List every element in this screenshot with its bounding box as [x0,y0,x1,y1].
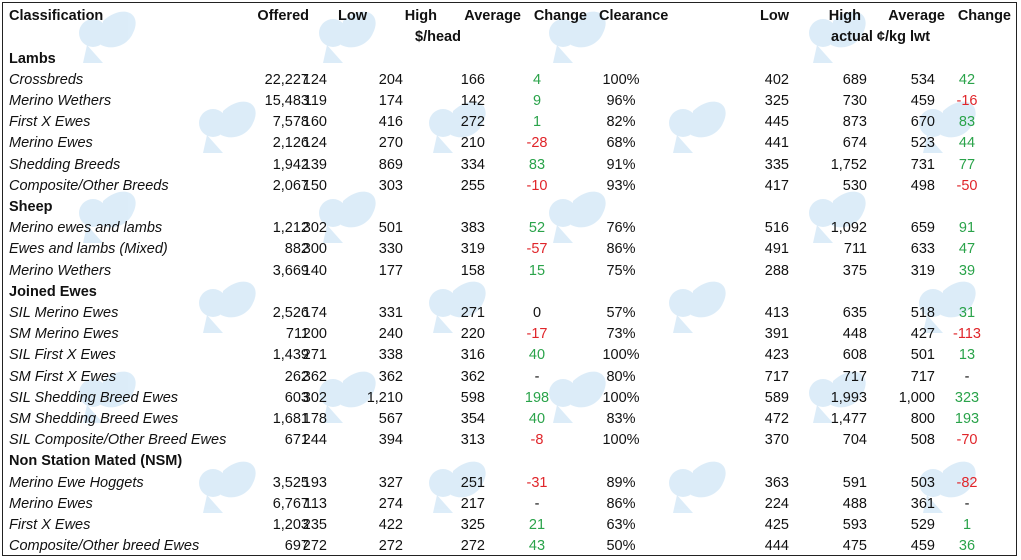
header-low-kg: Low [760,8,789,24]
row-classification: SM Merino Ewes [9,326,119,343]
cell-average-kg: 459 [910,92,935,109]
cell-average: 316 [460,347,485,364]
cell-low: 124 [302,135,327,152]
cell-change-kg: 36 [958,538,976,555]
table-row [3,303,1016,324]
cell-change: -10 [526,177,548,194]
cell-low-kg: 363 [764,474,789,491]
cell-average-kg: 427 [910,326,935,343]
unit-row [3,27,1016,48]
cell-average: 217 [460,495,485,512]
cell-low-kg: 441 [764,135,789,152]
cell-change: - [534,495,540,512]
cell-clearance: 100% [602,389,640,406]
cell-offered: 1,681 [272,410,309,427]
cell-change: - [534,368,540,385]
cell-clearance: 96% [606,92,636,109]
section-title: Lambs [9,50,56,67]
cell-change: -57 [526,241,548,258]
cell-low: 113 [303,495,327,512]
cell-high-kg: 704 [842,432,867,449]
cell-low: 300 [302,241,327,258]
cell-change: 52 [528,220,546,237]
cell-high: 204 [378,71,403,88]
cell-average: 142 [460,92,485,109]
cell-average-kg: 717 [910,368,935,385]
cell-clearance: 76% [606,220,636,237]
cell-change-kg: 193 [954,410,980,427]
cell-average-kg: 633 [910,241,935,258]
cell-change-kg: 13 [958,347,976,364]
cell-average: 166 [460,71,485,88]
cell-high-kg: 1,993 [830,389,867,406]
table-row [3,239,1016,260]
cell-low: 150 [302,177,327,194]
cell-high: 338 [378,347,403,364]
section-title: Sheep [9,198,53,215]
cell-low-kg: 445 [764,114,789,131]
table-row [3,176,1016,197]
cell-low: 124 [302,71,327,88]
cell-low-kg: 444 [764,538,789,555]
cell-average: 272 [460,114,485,131]
cell-high-kg: 530 [842,177,867,194]
cell-average-kg: 518 [910,304,935,321]
cell-average: 251 [460,474,485,491]
cell-high: 272 [378,538,403,555]
table-row [3,112,1016,133]
cell-average-kg: 498 [910,177,935,194]
table-row [3,133,1016,154]
cell-offered: 697 [284,538,309,555]
cell-high: 422 [378,516,403,533]
cell-change-kg: 39 [958,262,976,279]
cell-change-kg: - [964,495,970,512]
cell-low: 235 [302,516,327,533]
cell-high: 416 [378,114,403,131]
cell-low: 362 [302,368,327,385]
cell-average-kg: 503 [910,474,935,491]
cell-low-kg: 370 [764,432,789,449]
table-row [3,261,1016,282]
row-classification: Crossbreds [9,71,84,88]
cell-average-kg: 529 [910,516,935,533]
cell-change-kg: 83 [958,114,976,131]
cell-low: 119 [303,92,327,109]
section-header-row [3,49,1016,70]
cell-average: 354 [460,410,485,427]
cell-average-kg: 501 [910,347,935,364]
cell-low-kg: 491 [764,241,789,258]
cell-clearance: 89% [606,474,636,491]
cell-change: -17 [526,326,548,343]
row-classification: Merino Wethers [9,92,112,109]
section-header-row [3,197,1016,218]
unit-per-head: $/head [415,29,461,45]
row-classification: SIL Composite/Other Breed Ewes [9,432,227,449]
cell-offered: 6,767 [272,495,309,512]
table-row [3,388,1016,409]
cell-offered: 2,067 [272,177,309,194]
cell-high-kg: 730 [842,92,867,109]
cell-high-kg: 475 [842,538,867,555]
row-classification: Merino Wethers [9,262,112,279]
sale-report-table [2,2,1017,556]
unit-per-kg: actual ¢/kg lwt [831,29,931,45]
cell-change: 0 [532,304,542,321]
header-change: Change [533,8,587,24]
row-classification: Merino Ewes [9,495,93,512]
cell-change: 83 [528,156,546,173]
cell-average-kg: 459 [910,538,935,555]
cell-average: 255 [460,177,485,194]
cell-average: 319 [460,241,485,258]
cell-change: 21 [528,516,546,533]
cell-average-kg: 659 [910,220,935,237]
cell-change-kg: 323 [954,389,980,406]
section-header-row [3,451,1016,472]
table-row [3,324,1016,345]
cell-change-kg: -16 [956,92,978,109]
cell-low: 244 [302,432,327,449]
cell-high-kg: 717 [842,368,867,385]
table-row [3,430,1016,451]
cell-average-kg: 361 [910,495,935,512]
row-classification: SIL Merino Ewes [9,304,119,321]
cell-average: 158 [460,262,485,279]
table-row [3,155,1016,176]
cell-clearance: 68% [606,135,636,152]
cell-low: 193 [302,474,327,491]
cell-high-kg: 1,752 [830,156,867,173]
cell-low-kg: 288 [764,262,789,279]
row-classification: Merino ewes and lambs [9,220,163,237]
cell-low-kg: 425 [764,516,789,533]
cell-high: 327 [378,474,403,491]
cell-high: 394 [378,432,403,449]
cell-offered: 1,212 [272,220,309,237]
cell-low: 174 [302,304,327,321]
table-row [3,409,1016,430]
cell-change-kg: -113 [953,326,981,343]
cell-offered: 22,227 [264,71,309,88]
header-average-kg: Average [888,8,945,24]
cell-clearance: 100% [602,347,640,364]
cell-change: 198 [524,389,550,406]
row-classification: SIL Shedding Breed Ewes [9,389,179,406]
cell-average: 334 [460,156,485,173]
cell-clearance: 86% [606,241,636,258]
cell-change-kg: -82 [956,474,978,491]
cell-low-kg: 335 [764,156,789,173]
cell-high-kg: 591 [842,474,867,491]
cell-offered: 882 [284,241,309,258]
cell-clearance: 73% [606,326,636,343]
row-classification: SIL First X Ewes [9,347,116,364]
cell-high-kg: 711 [843,241,867,258]
section-title: Joined Ewes [9,283,97,300]
cell-high-kg: 608 [842,347,867,364]
table-row [3,536,1016,557]
header-average: Average [464,8,521,24]
cell-average: 210 [460,135,485,152]
cell-high: 567 [378,410,403,427]
cell-high-kg: 873 [842,114,867,131]
cell-high: 270 [378,135,403,152]
cell-average: 313 [460,432,485,449]
cell-high: 869 [378,156,403,173]
header-classification: Classification [9,8,104,24]
cell-average-kg: 534 [910,71,935,88]
cell-high-kg: 674 [842,135,867,152]
cell-clearance: 86% [606,495,636,512]
cell-high: 240 [378,326,403,343]
cell-offered: 671 [284,432,309,449]
cell-low: 272 [302,538,327,555]
cell-high: 174 [378,92,403,109]
table-row [3,70,1016,91]
cell-clearance: 57% [606,304,636,321]
cell-average-kg: 1,000 [898,389,935,406]
cell-clearance: 93% [606,177,636,194]
cell-low: 271 [302,347,327,364]
cell-average: 220 [460,326,485,343]
header-high-kg: High [828,8,861,24]
row-classification: Shedding Breeds [9,156,121,173]
cell-average: 271 [460,304,485,321]
cell-average: 362 [460,368,485,385]
cell-change-kg: 44 [958,135,976,152]
cell-clearance: 82% [606,114,636,131]
header-row [3,6,1016,27]
row-classification: Merino Ewe Hoggets [9,474,144,491]
cell-high-kg: 488 [842,495,867,512]
cell-low: 302 [302,220,327,237]
cell-average-kg: 670 [910,114,935,131]
cell-low: 302 [302,389,327,406]
cell-high: 362 [378,368,403,385]
cell-offered: 262 [284,368,309,385]
cell-low-kg: 417 [764,177,789,194]
cell-clearance: 100% [602,71,640,88]
cell-change-kg: 42 [958,71,976,88]
cell-low: 178 [302,410,327,427]
cell-change: -28 [526,135,548,152]
cell-low-kg: 423 [764,347,789,364]
cell-clearance: 91% [606,156,636,173]
cell-change-kg: - [964,368,970,385]
cell-offered: 2,126 [272,135,309,152]
section-header-row [3,282,1016,303]
cell-change: 43 [528,538,546,555]
header-high: High [404,8,437,24]
cell-high-kg: 448 [842,326,867,343]
cell-offered: 2,526 [272,304,309,321]
cell-clearance: 80% [606,368,636,385]
cell-low-kg: 413 [764,304,789,321]
row-classification: Merino Ewes [9,135,93,152]
cell-high-kg: 1,477 [830,410,867,427]
cell-low: 140 [302,262,327,279]
cell-high-kg: 689 [842,71,867,88]
cell-low-kg: 516 [764,220,789,237]
cell-high: 330 [378,241,403,258]
cell-average: 325 [460,516,485,533]
row-classification: SM First X Ewes [9,368,117,385]
cell-offered: 711 [285,326,309,343]
table-row [3,91,1016,112]
table-row [3,494,1016,515]
cell-change: 40 [528,410,546,427]
cell-change-kg: 1 [962,516,972,533]
cell-change-kg: -50 [956,177,978,194]
cell-high: 1,210 [366,389,403,406]
cell-high-kg: 635 [842,304,867,321]
cell-low-kg: 391 [764,326,789,343]
cell-average-kg: 800 [910,410,935,427]
cell-offered: 603 [284,389,309,406]
cell-high-kg: 593 [842,516,867,533]
cell-average-kg: 508 [910,432,935,449]
header-low: Low [338,8,367,24]
table-row [3,367,1016,388]
row-classification: Composite/Other Breeds [9,177,169,194]
cell-average-kg: 731 [910,156,935,173]
cell-offered: 1,439 [272,347,309,364]
cell-offered: 1,203 [272,516,309,533]
cell-offered: 15,483 [264,92,309,109]
cell-average-kg: 319 [910,262,935,279]
cell-low-kg: 224 [764,495,789,512]
cell-average-kg: 523 [910,135,935,152]
header-offered: Offered [257,8,309,24]
cell-change: 1 [532,114,542,131]
cell-change-kg: 31 [958,304,976,321]
table-row [3,218,1016,239]
cell-clearance: 63% [606,516,636,533]
section-title: Non Station Mated (NSM) [9,453,183,470]
cell-change: 9 [532,92,542,109]
row-classification: First X Ewes [9,114,91,131]
cell-low: 160 [302,114,327,131]
cell-offered: 3,669 [272,262,309,279]
cell-offered: 7,578 [272,114,309,131]
header-change-kg: Change [957,8,1011,24]
table-row [3,473,1016,494]
cell-offered: 1,942 [272,156,309,173]
cell-change: -8 [530,432,544,449]
cell-low-kg: 717 [764,368,789,385]
cell-change-kg: 91 [958,220,976,237]
cell-change-kg: 47 [958,241,976,258]
cell-average: 272 [460,538,485,555]
cell-high: 303 [378,177,403,194]
table-row [3,515,1016,536]
cell-low: 200 [302,326,327,343]
header-clearance: Clearance [599,8,669,24]
cell-low-kg: 472 [764,410,789,427]
cell-change-kg: -70 [956,432,978,449]
cell-high: 177 [378,262,403,279]
cell-offered: 3,525 [272,474,309,491]
cell-high: 501 [378,220,403,237]
cell-average: 598 [460,389,485,406]
cell-high-kg: 1,092 [830,220,867,237]
table-row [3,345,1016,366]
cell-low-kg: 325 [764,92,789,109]
cell-change-kg: 77 [958,156,976,173]
row-classification: Composite/Other breed Ewes [9,538,200,555]
row-classification: SM Shedding Breed Ewes [9,410,179,427]
cell-high: 331 [378,304,403,321]
cell-high-kg: 375 [842,262,867,279]
cell-low-kg: 402 [764,71,789,88]
cell-change: 15 [528,262,546,279]
cell-clearance: 75% [606,262,636,279]
cell-low: 139 [302,156,327,173]
cell-clearance: 50% [606,538,636,555]
row-classification: First X Ewes [9,516,91,533]
cell-change: 40 [528,347,546,364]
cell-change: 4 [532,71,542,88]
cell-change: -31 [526,474,548,491]
cell-low-kg: 589 [764,389,789,406]
cell-clearance: 100% [602,432,640,449]
cell-high: 274 [378,495,403,512]
row-classification: Ewes and lambs (Mixed) [9,241,168,258]
cell-clearance: 83% [606,410,636,427]
cell-average: 383 [460,220,485,237]
